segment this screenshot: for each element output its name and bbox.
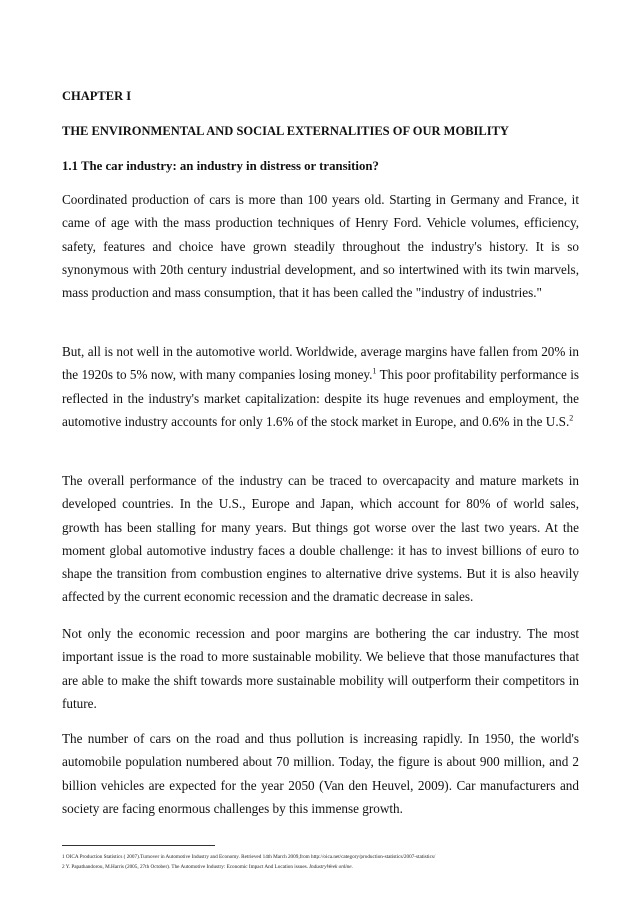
chapter-label: CHAPTER I [62, 89, 132, 103]
paragraph-3: The overall performance of the industry can be traced to overcapacity and mature markets in developed countries. In the U.S., Europe and Japan, which account for 80% of world sales, growth has been stalling for many years. But things got worse over the last two years. At the moment global automotive industry faces a double challenge: it has to invest billions of euro to shape the transition from combustion engines to alternative drive systems. But it is also heavily affected by the current economic recession and the dramatic decrease in sales. [62, 473, 579, 605]
footnote-2-text: 2 Y. Papathandorou, M.Harris (2005, 27th October). The Automotive Industry: Economic Impact And Location issues. [62, 864, 308, 870]
paragraph-2-text-a: But, all is not well in the automotive world. Worldwide, average margins have fallen from 20% in the 1920s to 5% now, with many companies losing money. [62, 344, 579, 383]
section-heading: 1.1 The car industry: an industry in distress or transition? [62, 159, 379, 173]
footnote-ref-1: 1 [372, 366, 377, 376]
paragraph-1: Coordinated production of cars is more than 100 years old. Starting in Germany and France, it came of age with the mass production techniques of Henry Ford. Vehicle volumes, efficiency, safety, features and choice have grown steadily throughout the industry's history. It is so synonymous with 20th century industrial development, and so intertwined with its twin marvels, mass production and mass consumption, that it has been called the "industry of industries." [62, 192, 579, 301]
chapter-title: THE ENVIRONMENTAL AND SOCIAL EXTERNALITIES OF OUR MOBILITY [62, 124, 509, 138]
footnote-1: 1 OICA Production Statistics ( 2007).Turnover in Automotive Industry and Economy. Retrieved 14th March 2009,from http://oica.net/category/production-statistics/2007-statistics/ [62, 854, 436, 860]
paragraph-4: Not only the economic recession and poor margins are bothering the car industry. The most important issue is the road to more sustainable mobility. We believe that those manufactures that are able to make the shift towards more sustainable mobility will outperform their competitors in future. [62, 626, 579, 711]
footnote-2-source: IndustryWeek online. [307, 864, 353, 870]
paragraph-5: The number of cars on the road and thus pollution is increasing rapidly. In 1950, the world's automobile population numbered about 70 million. Today, the figure is about 900 million, and 2 billion vehicles are expected for the year 2050 (Van den Heuvel, 2009). Car manufacturers and society are facing enormous challenges by this immense growth. [62, 731, 579, 816]
footnote-2 [62, 864, 353, 870]
paragraph-2-text-b: This poor profitability performance is reflected in the industry's market capitalization: despite its huge revenues and employment, the automotive industry accounts for only 1.6% of the stock market in Europe, and 0.6% in the U.S. [62, 367, 579, 429]
paragraph-2 [62, 340, 579, 433]
footnote-divider [62, 845, 215, 846]
footnote-ref-2: 2 [569, 413, 574, 423]
